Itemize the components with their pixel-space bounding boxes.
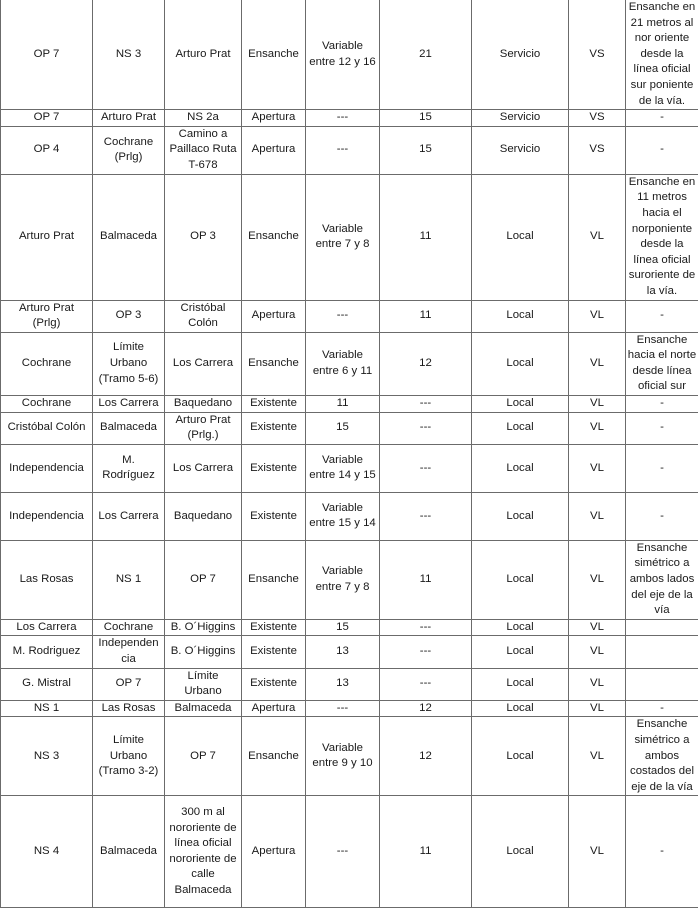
category-code-cell: VL — [569, 668, 626, 700]
status-cell: Apertura — [242, 700, 306, 717]
street-name-cell: OP 7 — [1, 110, 93, 127]
category-cell: Local — [472, 492, 569, 540]
table-row — [1, 110, 698, 127]
category-code-cell: VL — [569, 396, 626, 413]
observation-cell: Ensanche en 21 metros al nor oriente desde la línea oficial sur poniente de la vía. — [626, 0, 698, 110]
street-name-cell: Las Rosas — [1, 540, 93, 619]
observation-cell: Ensanche en 11 metros hacia el norponiente desde la línea oficial suroriente de la vía. — [626, 174, 698, 300]
to-cell: Cristóbal Colón — [165, 300, 242, 332]
table-row — [1, 444, 698, 492]
to-cell: Baquedano — [165, 396, 242, 413]
table-row — [1, 636, 698, 668]
table-row — [1, 619, 698, 636]
projected-width-cell: 11 — [380, 796, 472, 908]
category-cell: Local — [472, 444, 569, 492]
from-cell: Arturo Prat — [93, 110, 165, 127]
status-cell: Ensanche — [242, 174, 306, 300]
category-cell: Local — [472, 396, 569, 413]
table-row — [1, 126, 698, 174]
street-name-cell: Cochrane — [1, 332, 93, 395]
category-cell: Local — [472, 619, 569, 636]
table-row — [1, 412, 698, 444]
street-name-cell: Arturo Prat — [1, 174, 93, 300]
table-row — [1, 0, 698, 110]
category-cell: Local — [472, 636, 569, 668]
observation-cell: Ensanche simétrico a ambos lados del eje de la vía — [626, 540, 698, 619]
observation-cell: - — [626, 492, 698, 540]
projected-width-cell: 11 — [380, 174, 472, 300]
projected-width-cell: 11 — [380, 540, 472, 619]
status-cell: Existente — [242, 619, 306, 636]
to-cell: Límite Urbano — [165, 668, 242, 700]
status-cell: Existente — [242, 396, 306, 413]
category-cell: Servicio — [472, 110, 569, 127]
existing-width-cell: --- — [306, 110, 380, 127]
category-code-cell: VL — [569, 619, 626, 636]
category-cell: Servicio — [472, 126, 569, 174]
street-name-cell: Cristóbal Colón — [1, 412, 93, 444]
observation-cell — [626, 668, 698, 700]
observation-cell: - — [626, 796, 698, 908]
category-code-cell: VL — [569, 332, 626, 395]
category-cell: Local — [472, 332, 569, 395]
table-row — [1, 492, 698, 540]
table-row — [1, 668, 698, 700]
to-cell: Arturo Prat — [165, 0, 242, 110]
to-cell: Arturo Prat (Prlg.) — [165, 412, 242, 444]
projected-width-cell: --- — [380, 636, 472, 668]
to-cell: Camino a Paillaco Ruta T-678 — [165, 126, 242, 174]
to-cell: 300 m al nororiente de línea oficial nororiente de calle Balmaceda — [165, 796, 242, 908]
category-code-cell: VL — [569, 444, 626, 492]
existing-width-cell: Variable entre 7 y 8 — [306, 174, 380, 300]
projected-width-cell: --- — [380, 668, 472, 700]
projected-width-cell: 15 — [380, 110, 472, 127]
status-cell: Existente — [242, 444, 306, 492]
to-cell: NS 2a — [165, 110, 242, 127]
observation-cell: Ensanche hacia el norte desde línea oficial sur — [626, 332, 698, 395]
projected-width-cell: 12 — [380, 332, 472, 395]
street-name-cell: Los Carrera — [1, 619, 93, 636]
street-name-cell: OP 4 — [1, 126, 93, 174]
street-name-cell: M. Rodriguez — [1, 636, 93, 668]
from-cell: Límite Urbano (Tramo 3-2) — [93, 717, 165, 796]
from-cell: OP 3 — [93, 300, 165, 332]
from-cell: Cochrane — [93, 619, 165, 636]
category-code-cell: VL — [569, 636, 626, 668]
observation-cell: - — [626, 126, 698, 174]
to-cell: Los Carrera — [165, 444, 242, 492]
status-cell: Existente — [242, 636, 306, 668]
from-cell: Límite Urbano (Tramo 5-6) — [93, 332, 165, 395]
from-cell: Las Rosas — [93, 700, 165, 717]
from-cell: Balmaceda — [93, 412, 165, 444]
observation-cell: Ensanche simétrico a ambos costados del eje de la vía — [626, 717, 698, 796]
observation-cell: - — [626, 300, 698, 332]
projected-width-cell: --- — [380, 412, 472, 444]
category-code-cell: VL — [569, 492, 626, 540]
category-code-cell: VS — [569, 126, 626, 174]
from-cell: Independencia — [93, 636, 165, 668]
from-cell: Balmaceda — [93, 174, 165, 300]
observation-cell: - — [626, 700, 698, 717]
projected-width-cell: --- — [380, 396, 472, 413]
to-cell: OP 7 — [165, 540, 242, 619]
street-name-cell: Independencia — [1, 444, 93, 492]
category-code-cell: VL — [569, 796, 626, 908]
category-cell: Local — [472, 174, 569, 300]
street-name-cell: NS 4 — [1, 796, 93, 908]
to-cell: B. O´Higgins — [165, 619, 242, 636]
projected-width-cell: 11 — [380, 300, 472, 332]
table-row — [1, 717, 698, 796]
category-code-cell: VS — [569, 110, 626, 127]
street-name-cell: Arturo Prat (Prlg) — [1, 300, 93, 332]
projected-width-cell: 21 — [380, 0, 472, 110]
existing-width-cell: Variable entre 9 y 10 — [306, 717, 380, 796]
existing-width-cell: --- — [306, 126, 380, 174]
existing-width-cell: --- — [306, 700, 380, 717]
category-cell: Local — [472, 412, 569, 444]
existing-width-cell: 13 — [306, 636, 380, 668]
projected-width-cell: 15 — [380, 126, 472, 174]
table-row — [1, 796, 698, 908]
status-cell: Existente — [242, 492, 306, 540]
existing-width-cell: --- — [306, 300, 380, 332]
street-name-cell: Independencia — [1, 492, 93, 540]
to-cell: OP 3 — [165, 174, 242, 300]
projected-width-cell: --- — [380, 619, 472, 636]
category-code-cell: VS — [569, 0, 626, 110]
category-cell: Local — [472, 540, 569, 619]
from-cell: Balmaceda — [93, 796, 165, 908]
street-name-cell: Cochrane — [1, 396, 93, 413]
category-code-cell: VL — [569, 717, 626, 796]
from-cell: Los Carrera — [93, 492, 165, 540]
status-cell: Apertura — [242, 110, 306, 127]
from-cell: NS 1 — [93, 540, 165, 619]
observation-cell: - — [626, 444, 698, 492]
table-row — [1, 332, 698, 395]
table-row — [1, 396, 698, 413]
status-cell: Apertura — [242, 126, 306, 174]
status-cell: Ensanche — [242, 0, 306, 110]
existing-width-cell: 13 — [306, 668, 380, 700]
category-code-cell: VL — [569, 412, 626, 444]
existing-width-cell: Variable entre 6 y 11 — [306, 332, 380, 395]
to-cell: Baquedano — [165, 492, 242, 540]
from-cell: Cochrane (Prlg) — [93, 126, 165, 174]
status-cell: Ensanche — [242, 717, 306, 796]
category-code-cell: VL — [569, 300, 626, 332]
category-code-cell: VL — [569, 700, 626, 717]
category-cell: Local — [472, 700, 569, 717]
category-code-cell: VL — [569, 174, 626, 300]
observation-cell — [626, 619, 698, 636]
to-cell: Los Carrera — [165, 332, 242, 395]
to-cell: Balmaceda — [165, 700, 242, 717]
category-cell: Local — [472, 300, 569, 332]
status-cell: Ensanche — [242, 332, 306, 395]
existing-width-cell: Variable entre 15 y 14 — [306, 492, 380, 540]
projected-width-cell: 12 — [380, 717, 472, 796]
category-cell: Local — [472, 796, 569, 908]
street-name-cell: OP 7 — [1, 0, 93, 110]
observation-cell — [626, 636, 698, 668]
from-cell: M. Rodríguez — [93, 444, 165, 492]
projected-width-cell: --- — [380, 444, 472, 492]
status-cell: Apertura — [242, 300, 306, 332]
to-cell: OP 7 — [165, 717, 242, 796]
projected-width-cell: 12 — [380, 700, 472, 717]
street-name-cell: G. Mistral — [1, 668, 93, 700]
observation-cell: - — [626, 396, 698, 413]
observation-cell: - — [626, 412, 698, 444]
observation-cell: - — [626, 110, 698, 127]
status-cell: Existente — [242, 668, 306, 700]
to-cell: B. O´Higgins — [165, 636, 242, 668]
category-code-cell: VL — [569, 540, 626, 619]
category-cell: Servicio — [472, 0, 569, 110]
projected-width-cell: --- — [380, 492, 472, 540]
existing-width-cell: Variable entre 7 y 8 — [306, 540, 380, 619]
existing-width-cell: Variable entre 14 y 15 — [306, 444, 380, 492]
table-row — [1, 174, 698, 300]
category-cell: Local — [472, 717, 569, 796]
status-cell: Ensanche — [242, 540, 306, 619]
category-cell: Local — [472, 668, 569, 700]
status-cell: Apertura — [242, 796, 306, 908]
from-cell: OP 7 — [93, 668, 165, 700]
street-name-cell: NS 1 — [1, 700, 93, 717]
table-row — [1, 300, 698, 332]
existing-width-cell: --- — [306, 796, 380, 908]
existing-width-cell: 15 — [306, 619, 380, 636]
status-cell: Existente — [242, 412, 306, 444]
street-name-cell: NS 3 — [1, 717, 93, 796]
from-cell: Los Carrera — [93, 396, 165, 413]
table-row — [1, 700, 698, 717]
table-row — [1, 540, 698, 619]
existing-width-cell: 15 — [306, 412, 380, 444]
existing-width-cell: 11 — [306, 396, 380, 413]
existing-width-cell: Variable entre 12 y 16 — [306, 0, 380, 110]
from-cell: NS 3 — [93, 0, 165, 110]
